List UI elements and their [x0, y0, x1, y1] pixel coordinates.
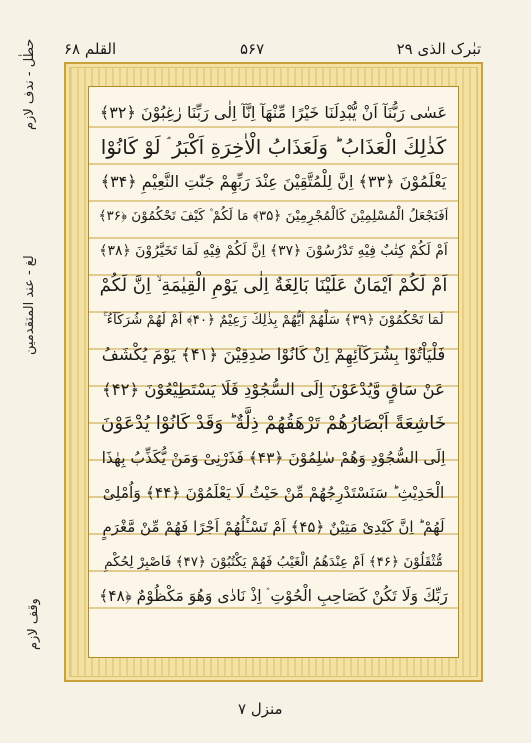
text-line: كَذٰلِكَ الْعَذَابُ ؕ وَلَعَذَابُ الْاٰخِرَةِ اَكْبَرُ ۘ لَوْ كَانُوْا: [100, 134, 447, 159]
ornamental-border: [64, 62, 483, 682]
text-line: اَمْ لَكُمْ اَیْمَانٌ عَلَیْنَا بَالِغَةٌ اِلٰى یَوْمِ الْقِیٰمَةِ ۙ اِنَّ لَكُمْ: [99, 274, 448, 296]
manzil-marker: منزل ۷: [238, 700, 283, 718]
margin-note-waqf-3: وقف لازم: [26, 598, 41, 650]
text-line: عَنْ سَاقٍ وَّیُدْعَوْنَ اِلَى السُّجُوْدِ فَلَا یَسْتَطِیْعُوْنَ ﴿۴۲﴾: [102, 379, 445, 399]
margin-note-waqf-1: حطٰل - ندف لازم: [22, 38, 37, 130]
text-line: اِلَى السُّجُوْدِ وَهُمْ سٰلِمُوْنَ ﴿۴۳﴾ فَذَرْنِیْ وَمَنْ یُّكَذِّبُ بِهٰذَا: [101, 449, 446, 468]
surah-name: القلم ۶۸: [64, 40, 117, 58]
text-line: رَبِّكَ وَلَا تَكُنْ كَصَاحِبِ الْحُوْتِ ۘ اِذْ نَادٰى وَهُوَ مَكْظُوْمٌ ﴿۴۸﴾: [99, 587, 448, 606]
margin-note-waqf-2: لغ - عند المتقدمين: [22, 255, 37, 355]
text-line: لَمَا تَحْكُمُوْنَ ﴿۳۹﴾ سَلْهُمْ اَیُّهُمْ بِذٰلِكَ زَعِیْمٌ ﴿۴۰﴾ اَمْ لَهُمْ شُرَكَآءُ ۚۛ: [103, 311, 444, 328]
text-line: اَفَنَجْعَلُ الْمُسْلِمِیْنَ كَالْمُجْرِمِیْنَ ﴿۳۵﴾ مَا لَكُمْ ۫ كَیْفَ تَحْكُمُوْنَ ﴿۳۶﴾: [99, 208, 448, 225]
text-line: مُّثْقَلُوْنَ ﴿۴۶﴾ اَمْ عِنْدَهُمُ الْغَیْبُ فَهُمْ یَكْتُبُوْنَ ﴿۴۷﴾ فَاصْبِرْ لِحُكْمِ: [104, 554, 443, 571]
quran-text: [99, 95, 448, 649]
text-line: فَلْیَاْتُوْا بِشُرَكَآئِهِمْ اِنْ كَانُوْا صٰدِقِیْنَ ﴿۴۱﴾ یَوْمَ یُكْشَفُ: [101, 344, 446, 364]
juz-name: تبٰرک الذی ۲۹: [396, 40, 481, 58]
text-line: لَهُمْ ؕ اِنَّ كَیْدِیْ مَتِیْنٌ ﴿۴۵﴾ اَمْ تَسْـَٔلُهُمْ اَجْرًا فَهُمْ مِّنْ مَّغْرَمٍ: [102, 518, 445, 537]
text-line: یَعْلَمُوْنَ ﴿۳۳﴾ اِنَّ لِلْمُتَّقِیْنَ عِنْدَ رَبِّهِمْ جَنّٰتِ النَّعِیْمِ ﴿۳۴﴾: [100, 171, 447, 191]
text-panel: [88, 86, 459, 658]
text-line: خَاشِعَةً اَبْصَارُهُمْ تَرْهَقُهُمْ ذِلَّةٌ ؕ وَقَدْ كَانُوْا یُدْعَوْنَ: [100, 413, 447, 435]
text-line: اَمْ لَكُمْ كِتٰبٌ فِیْهِ تَدْرُسُوْنَ ﴿۳۷﴾ اِنَّ لَكُمْ فِیْهِ لَمَا تَخَیَّرُوْنَ ﴿۳۸﴾: [99, 242, 448, 259]
page-number: ۵۶۷: [240, 40, 265, 58]
text-line: الْحَدِیْثِ ؕ سَنَسْتَدْرِجُهُمْ مِّنْ حَیْثُ لَا یَعْلَمُوْنَ ﴿۴۴﴾ وَاُمْلِیْ: [102, 483, 445, 502]
text-line: عَسٰى رَبُّنَآ اَنْ یُّبْدِلَنَا خَیْرًا مِّنْهَآ اِنَّآ اِلٰى رَبِّنَا رٰغِبُوْنَ ﴿۳۲﴾: [99, 102, 448, 122]
